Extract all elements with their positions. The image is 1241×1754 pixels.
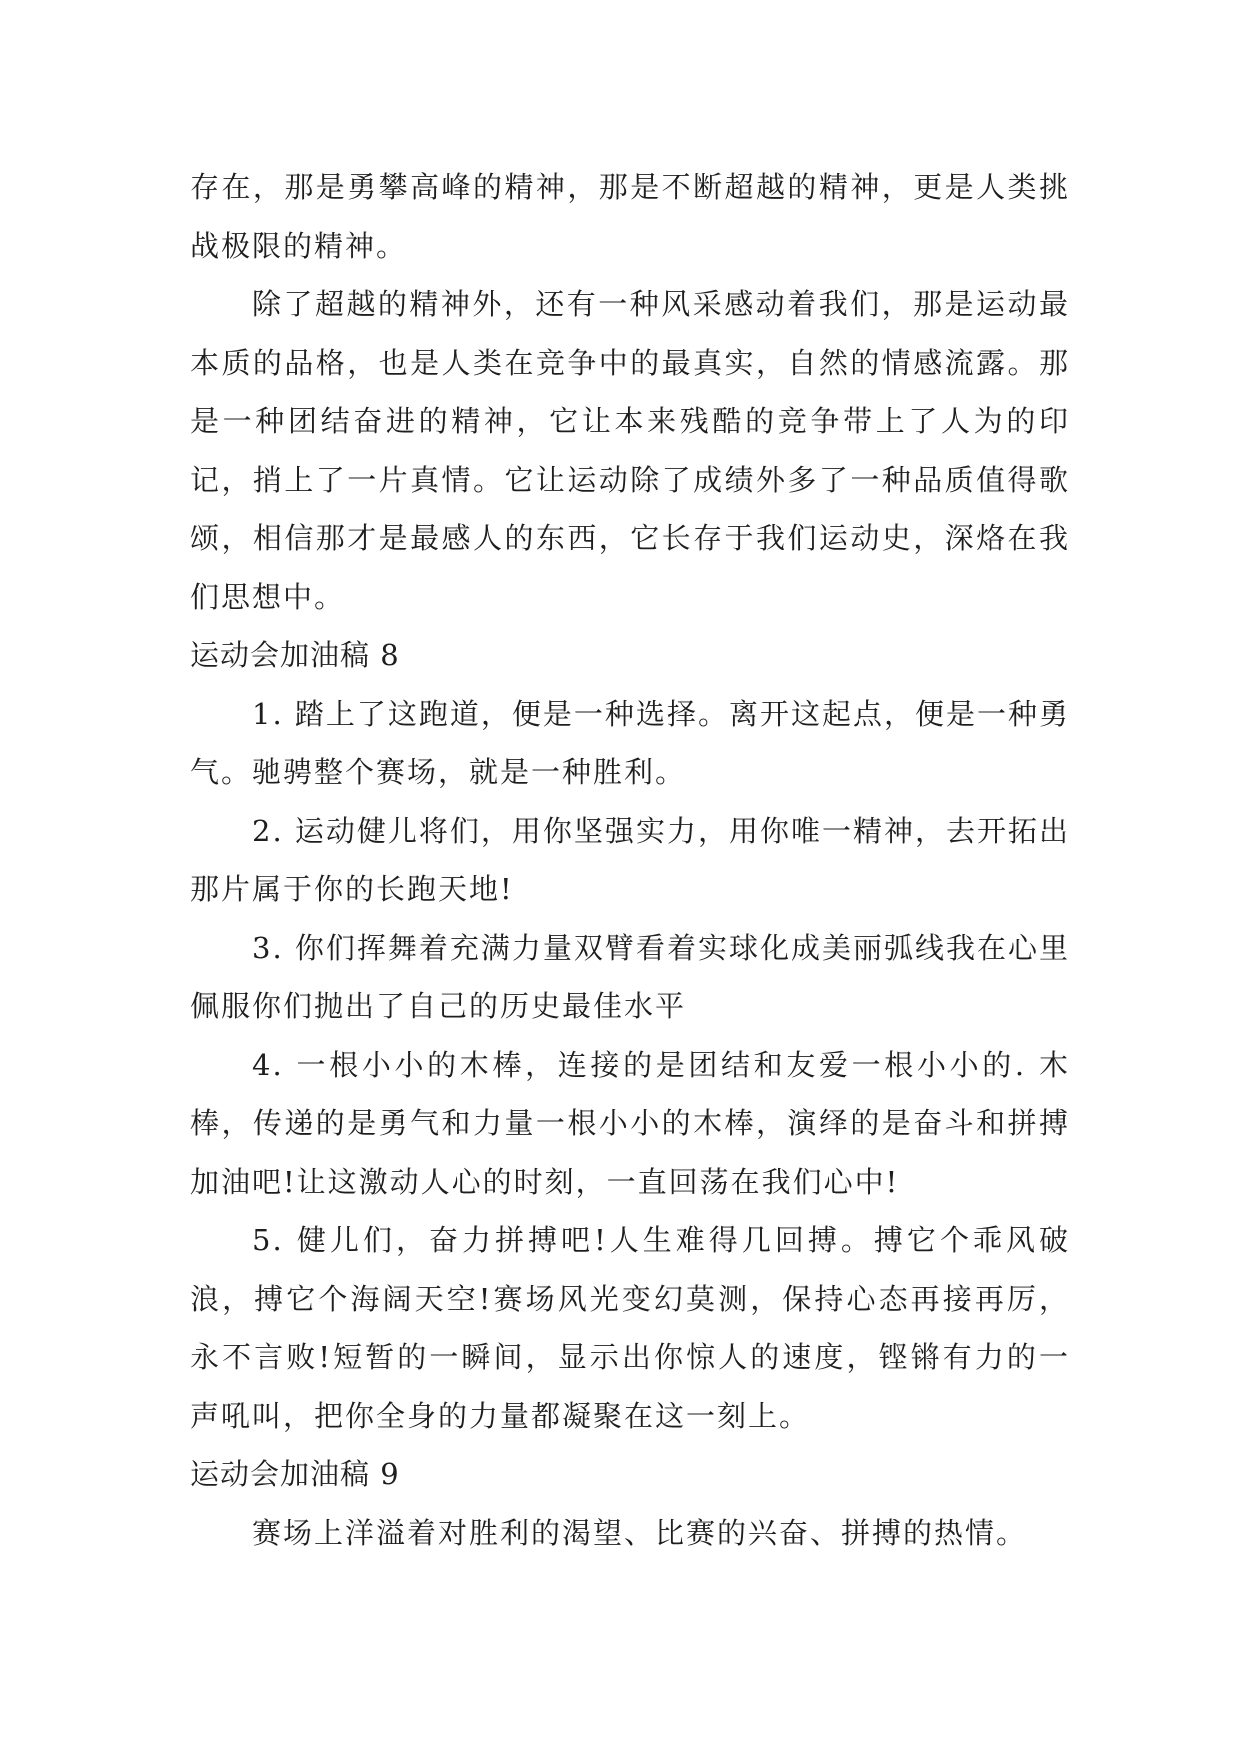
paragraph: 5. 健儿们，奋力拼搏吧!人生难得几回搏。搏它个乖风破浪，搏它个海阔天空!赛场风光变幻莫测，保持心态再接再厉，永不言败!短暂的一瞬间，显示出你惊人的速度，铿锵有力的一声吼叫，把你全身的力量都凝聚在这一刻上。 [190,1223,1070,1433]
paragraph: 3. 你们挥舞着充满力量双臂看着实球化成美丽弧线我在心里佩服你们抛出了自己的历史最佳水平 [190,930,1070,1023]
paragraph: 赛场上洋溢着对胜利的渴望、比赛的兴奋、拼搏的热情。 [252,1515,1028,1550]
paragraph: 1. 踏上了这跑道，便是一种选择。离开这起点，便是一种勇气。驰骋整个赛场，就是一种胜利。 [190,696,1070,789]
document-body [190,158,1070,1562]
section-heading: 运动会加油稿 9 [190,1457,400,1491]
paragraph: 存在，那是勇攀高峰的精神，那是不断超越的精神，更是人类挑战极限的精神。 [190,170,1070,263]
paragraph: 4. 一根小小的木棒，连接的是团结和友爱一根小小的. 木棒，传递的是勇气和力量一根小小的木棒，演绎的是奋斗和拼搏加油吧!让这激动人心的时刻，一直回荡在我们心中! [190,1047,1070,1199]
paragraph: 2. 运动健儿将们，用你坚强实力，用你唯一精神，去开拓出那片属于你的长跑天地! [190,813,1070,906]
section-heading: 运动会加油稿 8 [190,638,400,672]
paragraph: 除了超越的精神外，还有一种风采感动着我们，那是运动最本质的品格，也是人类在竞争中的最真实，自然的情感流露。那是一种团结奋进的精神，它让本来残酷的竞争带上了人为的印记，捎上了一片真情。它让运动除了成绩外多了一种品质值得歌颂，相信那才是最感人的东西，它长存于我们运动史，深烙在我们思想中。 [190,287,1070,614]
